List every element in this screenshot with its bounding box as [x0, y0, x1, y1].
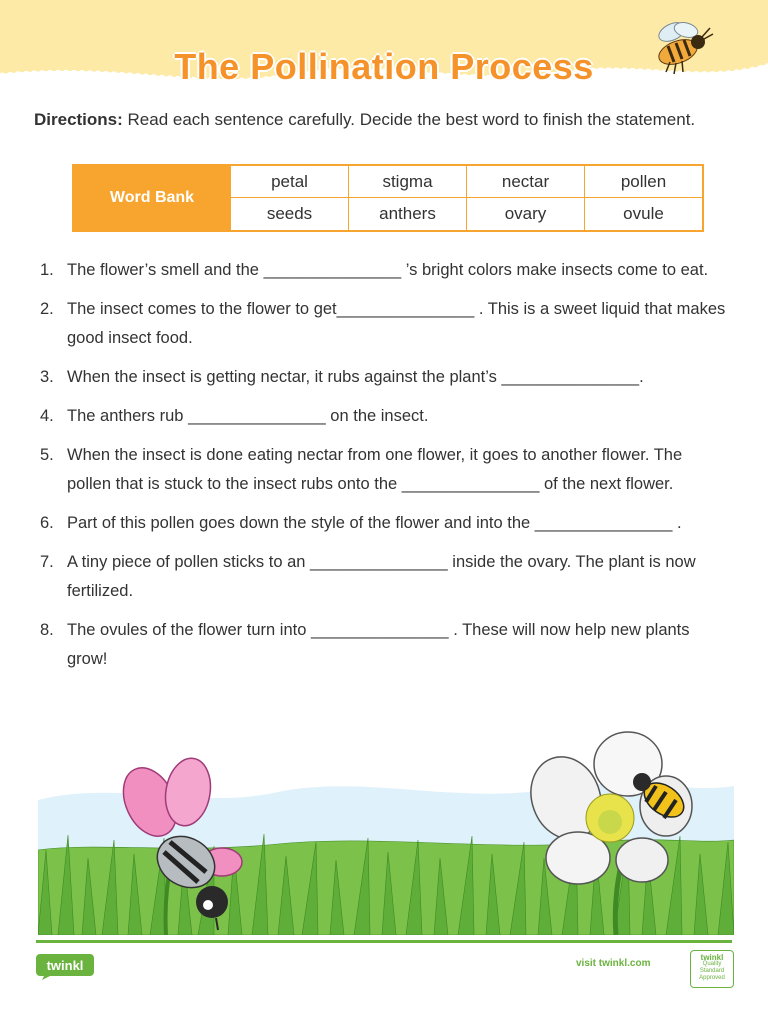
question-text: When the insect is done eating nectar from one flower, it goes to another flower. The pollen that is stuck to the insect rubs onto the _______________ of the next flower. [67, 446, 683, 493]
question-number: 3. [40, 368, 54, 386]
badge-line2: Approved [699, 975, 725, 981]
question-number: 5. [40, 446, 54, 464]
quality-badge [690, 950, 734, 988]
word-bank-grid [230, 166, 702, 230]
question-item [40, 548, 730, 606]
question-number: 2. [40, 300, 54, 318]
question-text: Part of this pollen goes down the style of the flower and into the _______________ . [67, 514, 682, 532]
badge-line1: Quality Standard [699, 961, 725, 974]
question-text: A tiny piece of pollen sticks to an _______________ inside the ovary. The plant is now fertilized. [67, 553, 696, 600]
question-number: 6. [40, 514, 54, 532]
bee-icon [646, 18, 716, 78]
word-bank-word: stigma [348, 166, 466, 198]
question-item [40, 441, 730, 499]
word-bank-word: anthers [348, 198, 466, 230]
footer-divider [36, 940, 732, 943]
word-bank [72, 164, 704, 232]
visit-link[interactable]: visit twinkl.com [576, 958, 651, 969]
question-number: 1. [40, 261, 54, 279]
question-item [40, 616, 730, 674]
word-bank-word: pollen [584, 166, 702, 198]
question-item [40, 402, 730, 431]
word-bank-word: ovary [466, 198, 584, 230]
question-item [40, 509, 730, 538]
question-number: 7. [40, 553, 54, 571]
twinkl-logo [36, 950, 94, 980]
directions-text: Read each sentence carefully. Decide the best word to finish the statement. [127, 110, 696, 129]
question-text: When the insect is getting nectar, it rubs against the plant’s _______________. [67, 368, 644, 386]
meadow-illustration [38, 730, 734, 935]
directions-label: Directions: [34, 110, 123, 129]
word-bank-word: nectar [466, 166, 584, 198]
word-bank-word: petal [230, 166, 348, 198]
logo-text: twinkl [46, 958, 84, 973]
word-bank-word: seeds [230, 198, 348, 230]
question-item [40, 295, 730, 353]
question-item [40, 363, 730, 392]
question-item [40, 256, 730, 285]
question-text: The insect comes to the flower to get_______________ . This is a sweet liquid that makes good insect food. [67, 300, 726, 347]
badge-brand: twinkl [700, 953, 724, 962]
question-number: 8. [40, 621, 54, 639]
question-number: 4. [40, 407, 54, 425]
directions [34, 110, 754, 130]
question-text: The anthers rub _______________ on the insect. [67, 407, 429, 425]
question-text: The ovules of the flower turn into _______________ . These will now help new plants grow! [67, 621, 690, 668]
question-text: The flower’s smell and the _______________ ’s bright colors make insects come to eat. [67, 261, 709, 279]
page-title: The Pollination Process [174, 46, 594, 87]
word-bank-label: Word Bank [74, 166, 230, 230]
question-list [40, 256, 730, 684]
word-bank-word: ovule [584, 198, 702, 230]
